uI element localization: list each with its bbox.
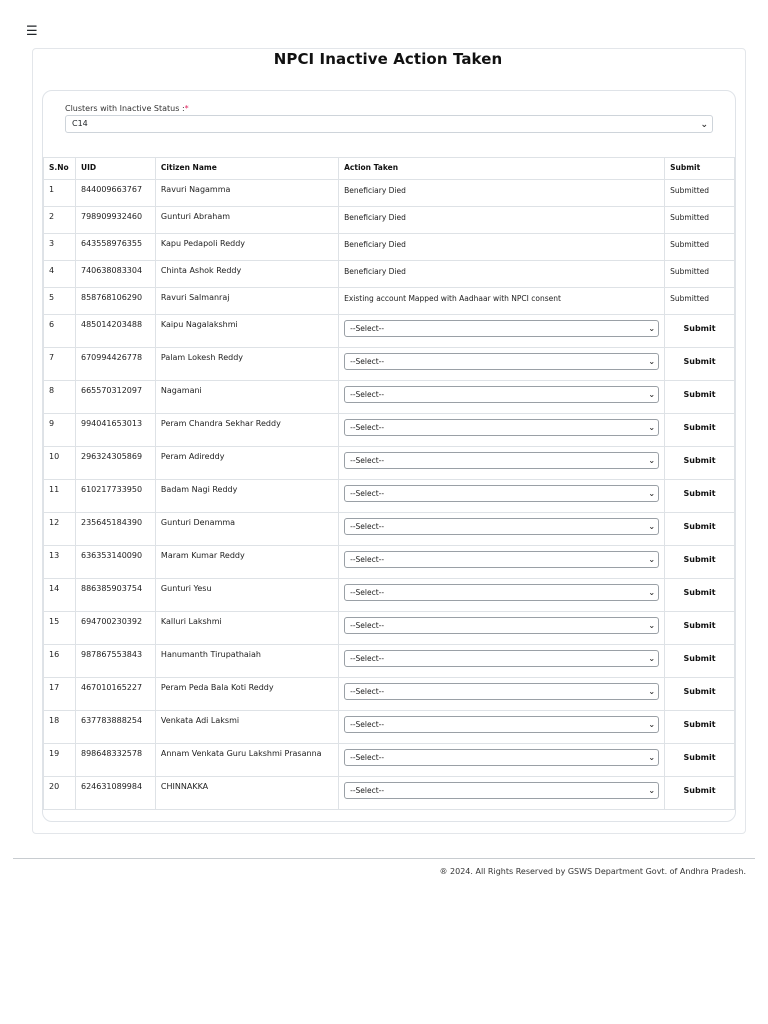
cell-sno: 13 <box>44 546 76 579</box>
cell-sno: 8 <box>44 381 76 414</box>
chevron-down-icon: ⌄ <box>648 423 656 432</box>
submitted-status: Submitted <box>670 186 710 195</box>
cell-action-taken <box>339 288 665 315</box>
cell-action-taken <box>339 513 665 546</box>
footer-copyright: ® 2024. All Rights Reserved by GSWS Department Govt. of Andhra Pradesh. <box>439 867 746 876</box>
chevron-down-icon: ⌄ <box>648 357 656 366</box>
cell-citizen-name: Annam Venkata Guru Lakshmi Prasanna <box>155 744 338 777</box>
cell-submit-status <box>665 288 735 315</box>
cell-uid: 624631089984 <box>75 777 155 810</box>
cell-sno: 14 <box>44 579 76 612</box>
cell-uid: 670994426778 <box>75 348 155 381</box>
action-select-value: --Select-- <box>350 687 385 696</box>
cell-uid: 467010165227 <box>75 678 155 711</box>
cell-uid: 610217733950 <box>75 480 155 513</box>
cell-citizen-name: Ravuri Salmanraj <box>155 288 338 315</box>
action-taken-text: Beneficiary Died <box>344 213 406 222</box>
action-select[interactable] <box>344 749 659 766</box>
cell-action-taken <box>339 207 665 234</box>
table-row <box>44 348 735 381</box>
action-select[interactable] <box>344 320 659 337</box>
table-row <box>44 678 735 711</box>
chevron-down-icon: ⌄ <box>648 489 656 498</box>
submitted-status: Submitted <box>670 213 710 222</box>
cell-submit <box>665 678 735 711</box>
action-select[interactable] <box>344 650 659 667</box>
cell-citizen-name: CHINNAKKA <box>155 777 338 810</box>
cell-sno: 19 <box>44 744 76 777</box>
chevron-down-icon: ⌄ <box>648 522 656 531</box>
cell-citizen-name: Kapu Pedapoli Reddy <box>155 234 338 261</box>
cell-action-taken <box>339 381 665 414</box>
cell-submit-status <box>665 261 735 288</box>
action-select[interactable] <box>344 584 659 601</box>
cell-citizen-name: Gunturi Abraham <box>155 207 338 234</box>
cell-sno: 1 <box>44 180 76 207</box>
submit-button[interactable]: Submit <box>683 786 716 795</box>
header-submit: Submit <box>665 158 735 180</box>
cell-submit <box>665 348 735 381</box>
cell-action-taken <box>339 744 665 777</box>
required-mark: * <box>184 104 189 113</box>
submit-button[interactable]: Submit <box>683 522 716 531</box>
cell-submit <box>665 414 735 447</box>
cell-action-taken <box>339 678 665 711</box>
table-row <box>44 546 735 579</box>
chevron-down-icon: ⌄ <box>700 120 708 130</box>
action-select-value: --Select-- <box>350 621 385 630</box>
submit-button[interactable]: Submit <box>683 555 716 564</box>
cell-uid: 740638083304 <box>75 261 155 288</box>
action-select[interactable] <box>344 716 659 733</box>
cell-citizen-name: Peram Chandra Sekhar Reddy <box>155 414 338 447</box>
submit-button[interactable]: Submit <box>683 654 716 663</box>
cell-citizen-name: Venkata Adi Laksmi <box>155 711 338 744</box>
cell-action-taken <box>339 480 665 513</box>
cell-uid: 694700230392 <box>75 612 155 645</box>
table-row <box>44 744 735 777</box>
cluster-selected-value: C14 <box>72 119 88 128</box>
cell-action-taken <box>339 645 665 678</box>
cell-sno: 11 <box>44 480 76 513</box>
cell-sno: 6 <box>44 315 76 348</box>
cell-sno: 12 <box>44 513 76 546</box>
cell-submit <box>665 480 735 513</box>
cell-sno: 17 <box>44 678 76 711</box>
header-citizen-name: Citizen Name <box>155 158 338 180</box>
cluster-select[interactable] <box>65 115 713 133</box>
action-select[interactable] <box>344 353 659 370</box>
table-row <box>44 513 735 546</box>
cell-submit <box>665 513 735 546</box>
action-select[interactable] <box>344 518 659 535</box>
table-row <box>44 381 735 414</box>
cell-uid: 886385903754 <box>75 579 155 612</box>
header-uid: UID <box>75 158 155 180</box>
cell-uid: 898648332578 <box>75 744 155 777</box>
cell-sno: 20 <box>44 777 76 810</box>
table-row <box>44 414 735 447</box>
submit-button[interactable]: Submit <box>683 390 716 399</box>
action-select-value: --Select-- <box>350 423 385 432</box>
chevron-down-icon: ⌄ <box>648 456 656 465</box>
cell-action-taken <box>339 447 665 480</box>
cell-action-taken <box>339 261 665 288</box>
cell-sno: 18 <box>44 711 76 744</box>
cell-sno: 3 <box>44 234 76 261</box>
cell-action-taken <box>339 348 665 381</box>
table-row <box>44 612 735 645</box>
cell-submit <box>665 546 735 579</box>
cluster-label-text: Clusters with Inactive Status : <box>65 104 185 113</box>
cell-sno: 2 <box>44 207 76 234</box>
table-row <box>44 234 735 261</box>
cell-submit <box>665 711 735 744</box>
action-taken-text: Existing account Mapped with Aadhaar with NPCI consent <box>344 294 561 303</box>
chevron-down-icon: ⌄ <box>648 390 656 399</box>
cell-action-taken <box>339 579 665 612</box>
cell-action-taken <box>339 180 665 207</box>
cell-action-taken <box>339 711 665 744</box>
action-taken-text: Beneficiary Died <box>344 186 406 195</box>
submit-button[interactable]: Submit <box>683 357 716 366</box>
cell-action-taken <box>339 777 665 810</box>
action-taken-text: Beneficiary Died <box>344 240 406 249</box>
action-select[interactable] <box>344 386 659 403</box>
action-select-value: --Select-- <box>350 522 385 531</box>
cell-sno: 9 <box>44 414 76 447</box>
table-row <box>44 315 735 348</box>
cell-uid: 987867553843 <box>75 645 155 678</box>
table-row <box>44 180 735 207</box>
chevron-down-icon: ⌄ <box>648 786 656 795</box>
submit-button[interactable]: Submit <box>683 753 716 762</box>
cell-citizen-name: Peram Adireddy <box>155 447 338 480</box>
cell-sno: 4 <box>44 261 76 288</box>
action-select-value: --Select-- <box>350 489 385 498</box>
submitted-status: Submitted <box>670 267 710 276</box>
table-row <box>44 288 735 315</box>
chevron-down-icon: ⌄ <box>648 588 656 597</box>
action-select-value: --Select-- <box>350 654 385 663</box>
action-select-value: --Select-- <box>350 720 385 729</box>
cell-citizen-name: Gunturi Yesu <box>155 579 338 612</box>
cell-submit-status <box>665 180 735 207</box>
cell-uid: 235645184390 <box>75 513 155 546</box>
cell-citizen-name: Gunturi Denamma <box>155 513 338 546</box>
submit-button[interactable]: Submit <box>683 720 716 729</box>
cell-citizen-name: Kaipu Nagalakshmi <box>155 315 338 348</box>
table-row <box>44 645 735 678</box>
action-select[interactable] <box>344 551 659 568</box>
cell-sno: 16 <box>44 645 76 678</box>
cell-uid: 665570312097 <box>75 381 155 414</box>
cell-submit <box>665 579 735 612</box>
cell-citizen-name: Kalluri Lakshmi <box>155 612 338 645</box>
cell-submit-status <box>665 234 735 261</box>
cell-citizen-name: Chinta Ashok Reddy <box>155 261 338 288</box>
chevron-down-icon: ⌄ <box>648 720 656 729</box>
cell-submit <box>665 777 735 810</box>
submit-button[interactable]: Submit <box>683 621 716 630</box>
submit-button[interactable]: Submit <box>683 489 716 498</box>
action-select-value: --Select-- <box>350 324 385 333</box>
action-select-value: --Select-- <box>350 390 385 399</box>
page-title: NPCI Inactive Action Taken <box>273 50 503 68</box>
cell-citizen-name: Badam Nagi Reddy <box>155 480 338 513</box>
cell-action-taken <box>339 414 665 447</box>
cell-uid: 994041653013 <box>75 414 155 447</box>
cell-uid: 636353140090 <box>75 546 155 579</box>
cell-sno: 5 <box>44 288 76 315</box>
header-sno: S.No <box>44 158 76 180</box>
cluster-label <box>65 104 189 113</box>
cell-citizen-name: Palam Lokesh Reddy <box>155 348 338 381</box>
cell-action-taken <box>339 234 665 261</box>
table-row <box>44 207 735 234</box>
chevron-down-icon: ⌄ <box>648 621 656 630</box>
table-row <box>44 711 735 744</box>
cell-submit <box>665 744 735 777</box>
cell-submit <box>665 645 735 678</box>
action-select-value: --Select-- <box>350 456 385 465</box>
cell-citizen-name: Maram Kumar Reddy <box>155 546 338 579</box>
submit-button[interactable]: Submit <box>683 423 716 432</box>
cell-sno: 10 <box>44 447 76 480</box>
submitted-status: Submitted <box>670 240 710 249</box>
action-select[interactable] <box>344 617 659 634</box>
table-row <box>44 480 735 513</box>
chevron-down-icon: ⌄ <box>648 324 656 333</box>
cell-submit <box>665 315 735 348</box>
cell-uid: 858768106290 <box>75 288 155 315</box>
submit-button[interactable]: Submit <box>683 456 716 465</box>
table-row <box>44 261 735 288</box>
action-select[interactable] <box>344 419 659 436</box>
submit-button[interactable]: Submit <box>683 588 716 597</box>
cell-citizen-name: Ravuri Nagamma <box>155 180 338 207</box>
table-row <box>44 777 735 810</box>
chevron-down-icon: ⌄ <box>648 654 656 663</box>
hamburger-icon[interactable]: ☰ <box>26 24 38 39</box>
action-select-value: --Select-- <box>350 753 385 762</box>
cell-uid: 296324305869 <box>75 447 155 480</box>
cell-uid: 798909932460 <box>75 207 155 234</box>
action-select[interactable] <box>344 683 659 700</box>
action-select[interactable] <box>344 452 659 469</box>
action-select-value: --Select-- <box>350 588 385 597</box>
cell-uid: 485014203488 <box>75 315 155 348</box>
submitted-status: Submitted <box>670 294 710 303</box>
cell-submit-status <box>665 207 735 234</box>
chevron-down-icon: ⌄ <box>648 753 656 762</box>
action-select[interactable] <box>344 485 659 502</box>
cell-action-taken <box>339 546 665 579</box>
table-row <box>44 447 735 480</box>
cell-uid: 643558976355 <box>75 234 155 261</box>
action-select-value: --Select-- <box>350 357 385 366</box>
inactive-table <box>43 157 735 810</box>
cell-uid: 844009663767 <box>75 180 155 207</box>
action-taken-text: Beneficiary Died <box>344 267 406 276</box>
cell-submit <box>665 381 735 414</box>
cell-submit <box>665 447 735 480</box>
cell-citizen-name: Nagamani <box>155 381 338 414</box>
cell-citizen-name: Peram Peda Bala Koti Reddy <box>155 678 338 711</box>
cell-action-taken <box>339 315 665 348</box>
action-select-value: --Select-- <box>350 555 385 564</box>
submit-button[interactable]: Submit <box>683 687 716 696</box>
action-select-value: --Select-- <box>350 786 385 795</box>
cell-citizen-name: Hanumanth Tirupathaiah <box>155 645 338 678</box>
table-header-row <box>44 158 735 180</box>
footer-divider <box>13 858 755 859</box>
cell-sno: 15 <box>44 612 76 645</box>
cell-sno: 7 <box>44 348 76 381</box>
cell-uid: 637783888254 <box>75 711 155 744</box>
cell-submit <box>665 612 735 645</box>
chevron-down-icon: ⌄ <box>648 555 656 564</box>
chevron-down-icon: ⌄ <box>648 687 656 696</box>
header-action-taken: Action Taken <box>339 158 665 180</box>
action-select[interactable] <box>344 782 659 799</box>
table-row <box>44 579 735 612</box>
submit-button[interactable]: Submit <box>683 324 716 333</box>
cell-action-taken <box>339 612 665 645</box>
